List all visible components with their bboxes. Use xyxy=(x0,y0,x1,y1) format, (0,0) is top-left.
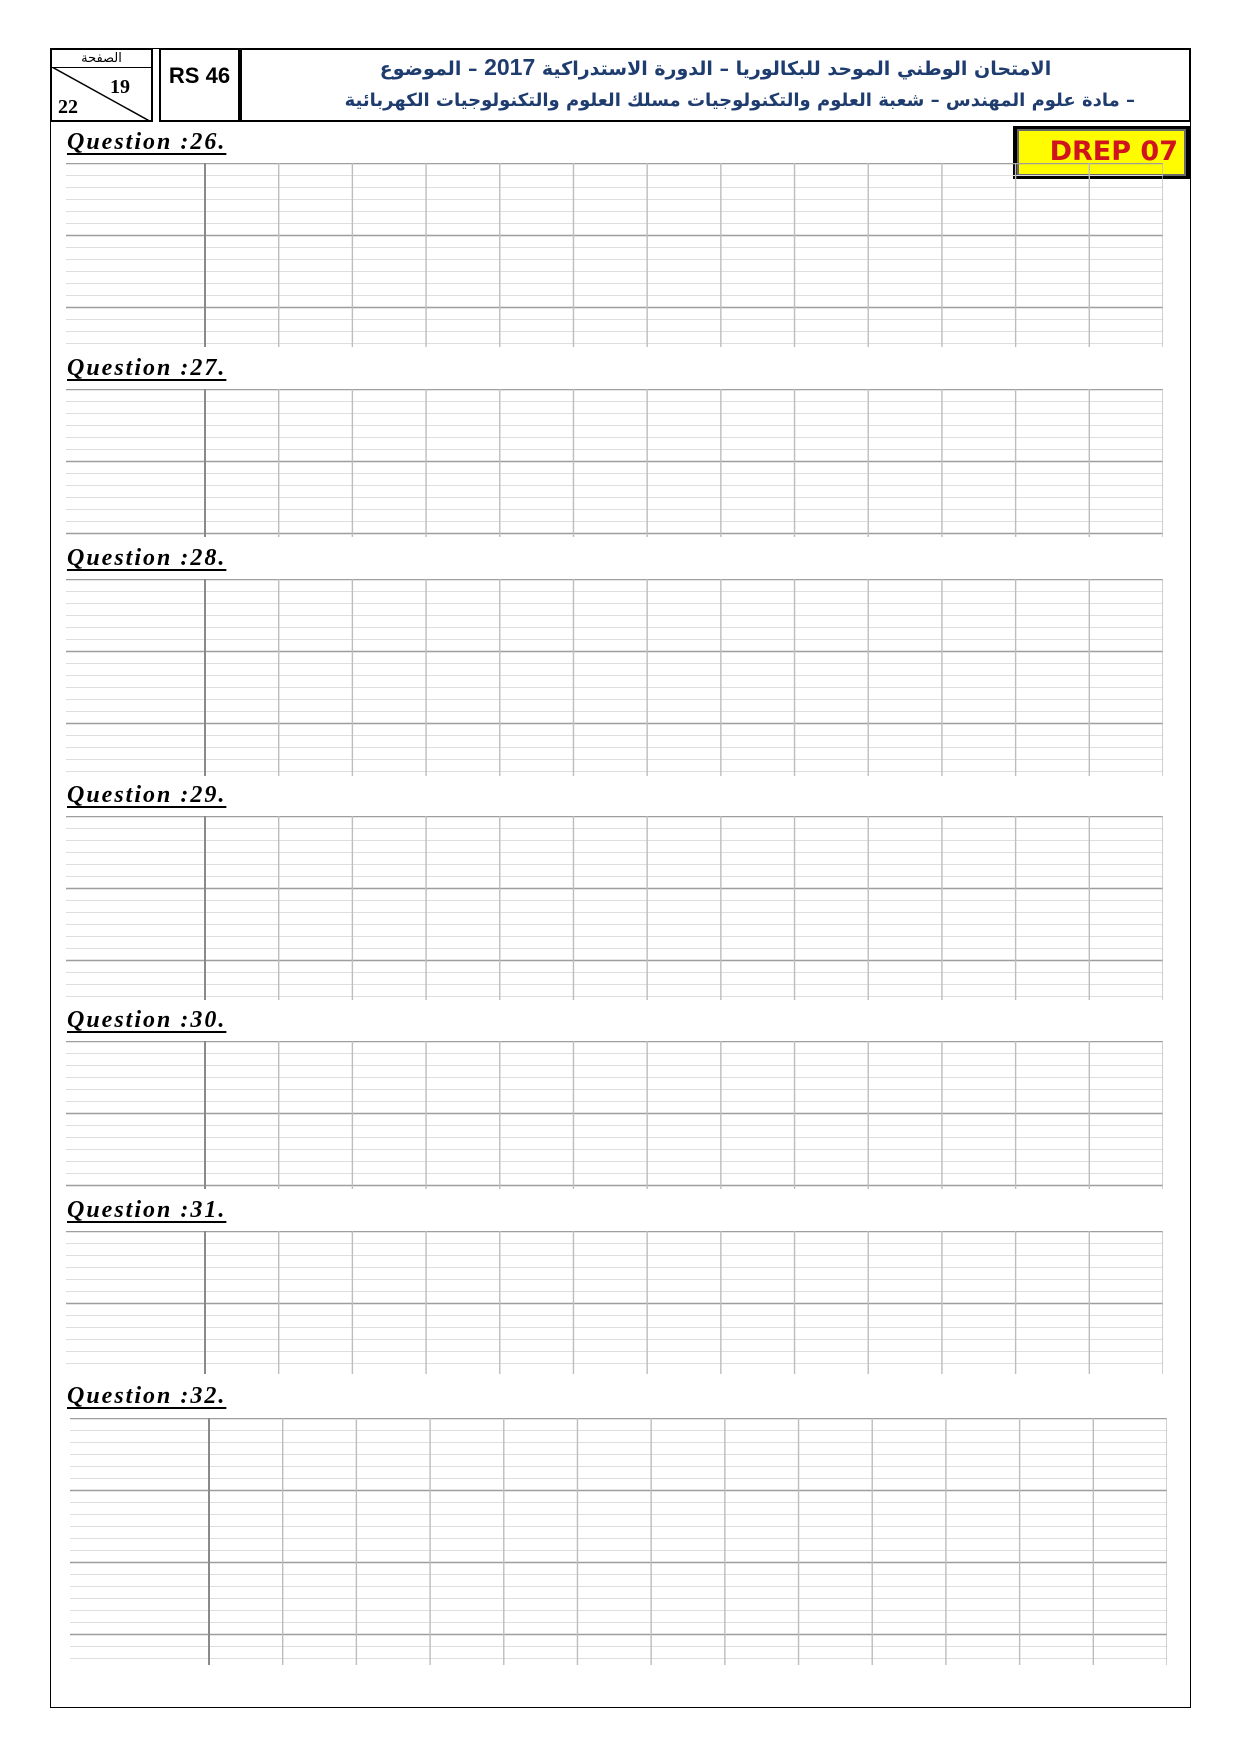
answer-grid-32[interactable] xyxy=(70,1418,1167,1665)
page-label: الصفحة xyxy=(52,50,151,68)
exam-code: RS 46 xyxy=(159,48,240,122)
question-label-30: Question :30. xyxy=(67,1007,227,1033)
exam-title-box xyxy=(240,48,1191,122)
exam-title-part1: الامتحان الوطني الموحد للبكالوريا – الدورة الاستدراكية xyxy=(541,58,1052,80)
question-label-32: Question :32. xyxy=(67,1383,227,1409)
question-label-28: Question :28. xyxy=(67,545,227,571)
answer-grid-28[interactable] xyxy=(66,579,1163,776)
page-current: 19 xyxy=(110,76,130,98)
exam-year: 2017 xyxy=(484,54,536,80)
question-label-29: Question :29. xyxy=(67,782,227,808)
answer-grid-26[interactable] xyxy=(66,163,1163,347)
question-label-27: Question :27. xyxy=(67,355,227,381)
answer-grid-31[interactable] xyxy=(66,1231,1163,1374)
page-number-box xyxy=(50,48,153,122)
answer-grid-29[interactable] xyxy=(66,816,1163,1000)
exam-title-part2: – الموضوع xyxy=(379,58,478,80)
page-total: 22 xyxy=(58,96,78,118)
exam-title-line2: – مادة علوم المهندس – شعبة العلوم والتكنولوجيات مسلك العلوم والتكنولوجيات الكهربائية xyxy=(344,90,1135,111)
answer-grid-30[interactable] xyxy=(66,1041,1163,1189)
answer-grid-27[interactable] xyxy=(66,389,1163,537)
exam-title-line1 xyxy=(242,54,1189,81)
question-label-26: Question :26. xyxy=(67,129,227,155)
question-label-31: Question :31. xyxy=(67,1197,227,1223)
drep-stamp-label: DREP 07 xyxy=(1017,129,1186,176)
